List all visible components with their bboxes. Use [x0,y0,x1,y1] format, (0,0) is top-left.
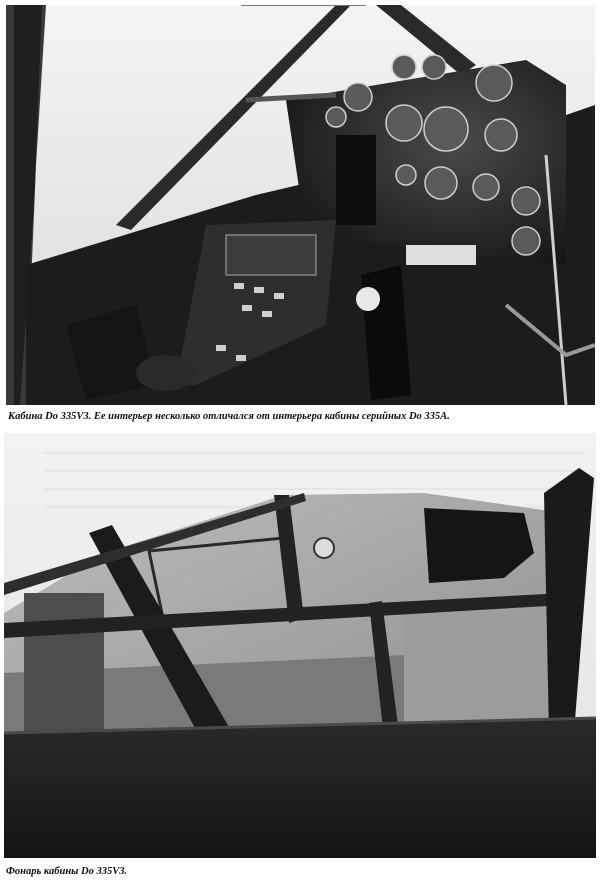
cockpit-canopy-photo [4,433,596,858]
cockpit-interior-photo [6,5,595,405]
canopy-photo-caption: Фонарь кабины Do 335V3. [6,866,128,877]
cockpit-photo-caption: Кабина Do 335V3. Ее интерьер несколько отличался от интерьера кабины серийных Do 335A. [8,411,450,422]
